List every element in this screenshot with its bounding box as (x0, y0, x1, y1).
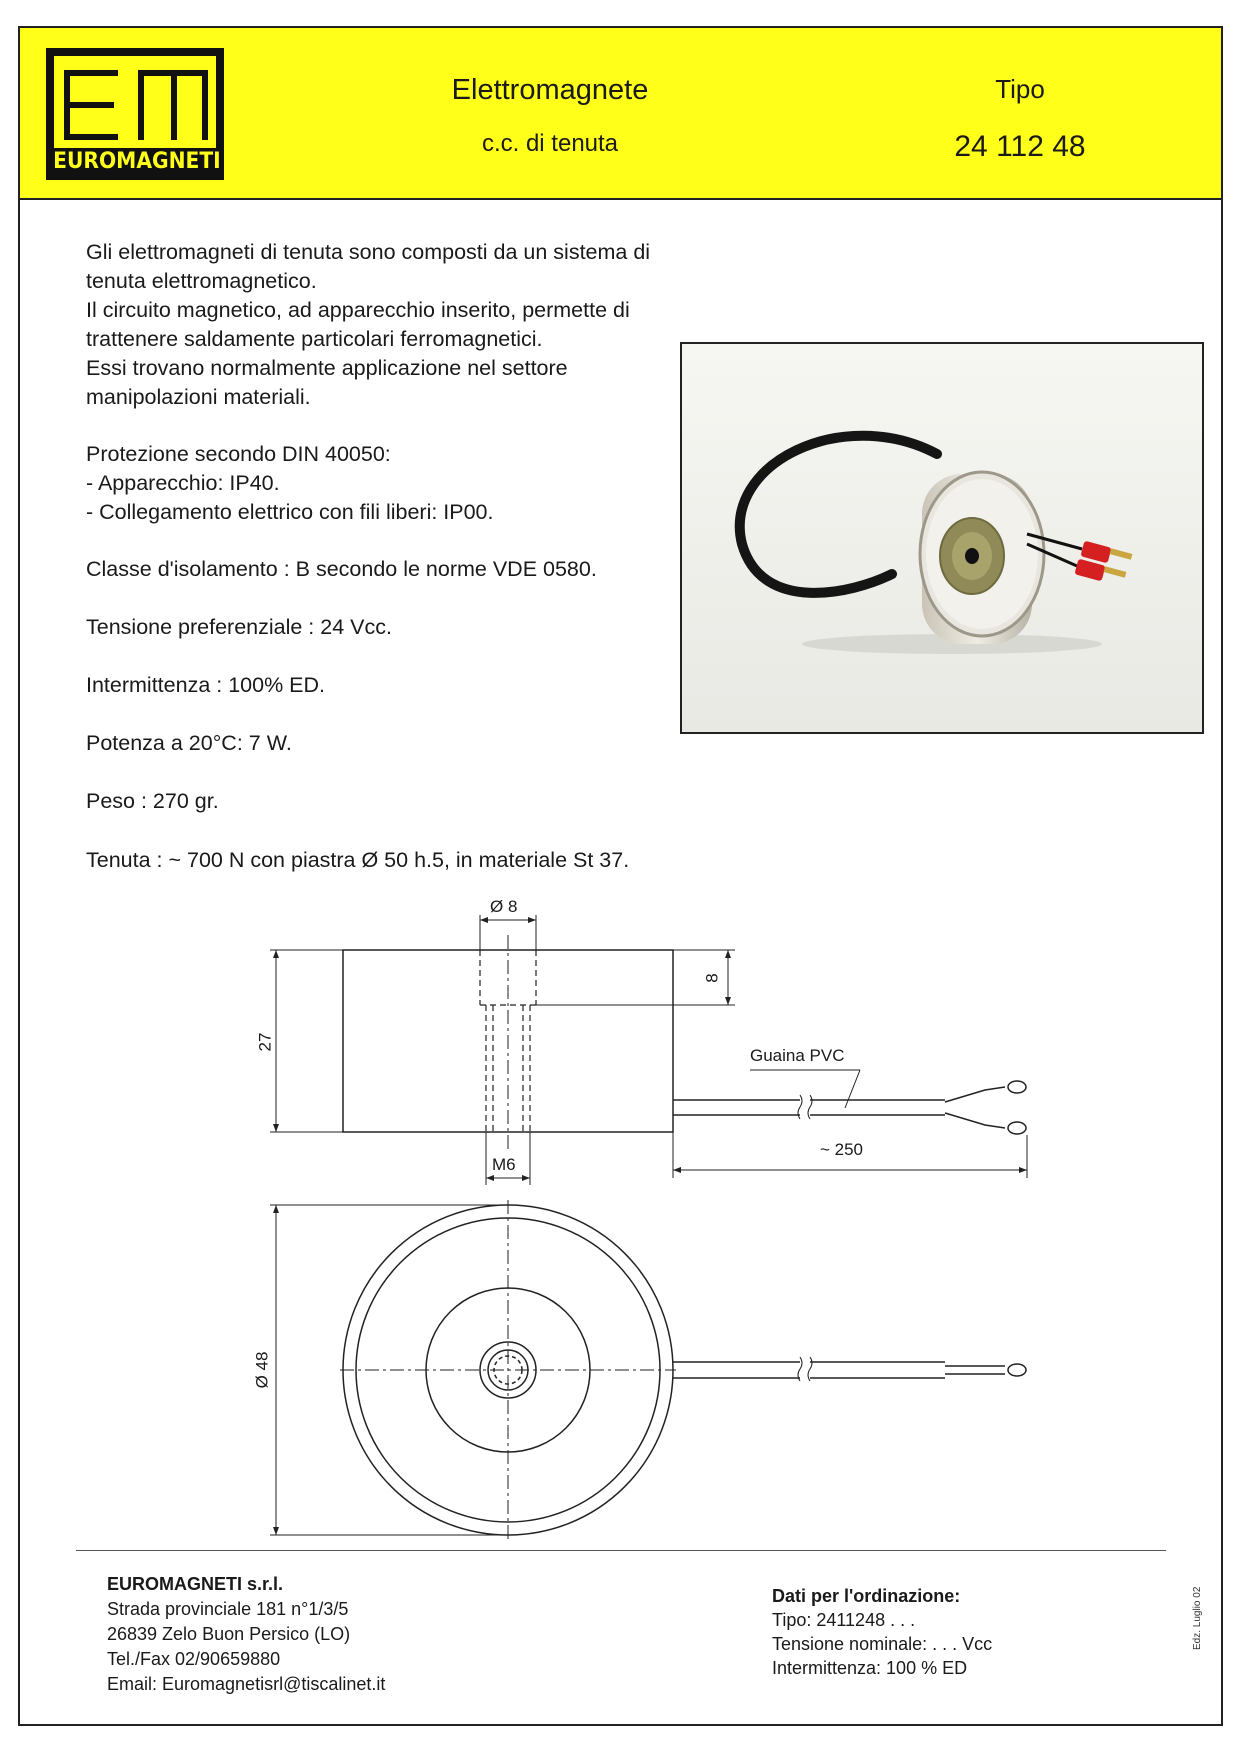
company-info (107, 1572, 385, 1697)
tipo-value: 24 112 48 (954, 130, 1086, 163)
company-name: EUROMAGNETI s.r.l. (107, 1574, 284, 1594)
description-line: Il circuito magnetico, ad apparecchio inserito, permette di (86, 298, 630, 322)
protection-block (86, 440, 494, 527)
company-email: Email: Euromagnetisrl@tiscalinet.it (107, 1674, 386, 1694)
euromagneti-logo (46, 48, 224, 180)
spec-power: Potenza a 20°C: 7 W. (86, 731, 292, 755)
company-address-line: Strada provinciale 181 n°1/3/5 (107, 1599, 349, 1619)
description-block (86, 238, 726, 412)
protection-item: - Apparecchio: IP40. (86, 471, 280, 495)
protection-item: - Collegamento elettrico con fili liberi: IP00. (86, 500, 494, 524)
dim-cable-length-label: ~ 250 (820, 1140, 864, 1159)
spec-holding-force: Tenuta : ~ 700 N con piastra Ø 50 h.5, in materiale St 37. (86, 848, 630, 872)
product-subtitle: c.c. di tenuta (481, 130, 619, 157)
logo-emblem (54, 56, 216, 148)
dim-diameter-label: Ø 48 (252, 1351, 272, 1389)
description-line: trattenere saldamente particolari ferromagnetici. (86, 327, 543, 351)
order-voltage: Tensione nominale: . . . Vcc (772, 1634, 993, 1654)
spec-weight: Peso : 270 gr. (86, 789, 219, 813)
description-line: tenuta elettromagnetico. (86, 269, 317, 293)
order-title: Dati per l'ordinazione: (772, 1586, 961, 1606)
footer-divider (76, 1550, 1166, 1551)
company-address-line: 26839 Zelo Buon Persico (LO) (107, 1624, 351, 1644)
dim-height-label: 27 (255, 1032, 275, 1052)
company-phone: Tel./Fax 02/90659880 (107, 1649, 281, 1669)
dim-bore-label: Ø 8 (490, 897, 518, 916)
product-title: Elettromagnete (451, 74, 649, 106)
cable-sheath-label: Guaina PVC (750, 1046, 845, 1065)
order-duty-cycle: Intermittenza: 100 % ED (772, 1658, 968, 1678)
order-info (772, 1584, 992, 1680)
spec-voltage: Tensione preferenziale : 24 Vcc. (86, 615, 392, 639)
spec-duty-cycle: Intermittenza : 100% ED. (86, 673, 325, 697)
dim-thread-label: M6 (492, 1155, 516, 1174)
description-line: manipolazioni materiali. (86, 385, 311, 409)
logo-text: EUROMAGNETI (53, 149, 221, 174)
spec-insulation-class: Classe d'isolamento : B secondo le norme VDE 0580. (86, 557, 597, 581)
edition-note: Edz. Luglio 02 (1192, 1586, 1203, 1650)
em-monogram-icon (54, 56, 216, 148)
product-photo (680, 342, 1204, 734)
description-line: Gli elettromagneti di tenuta sono composti da un sistema di (86, 240, 651, 264)
tipo-label: Tipo (995, 74, 1045, 104)
dim-depth-label: 8 (702, 973, 722, 983)
electromagnet-photo-illustration (682, 344, 1202, 732)
protection-title: Protezione secondo DIN 40050: (86, 442, 391, 466)
order-tipo: Tipo: 2411248 . . . (772, 1610, 916, 1630)
description-line: Essi trovano normalmente applicazione nel settore (86, 356, 568, 380)
